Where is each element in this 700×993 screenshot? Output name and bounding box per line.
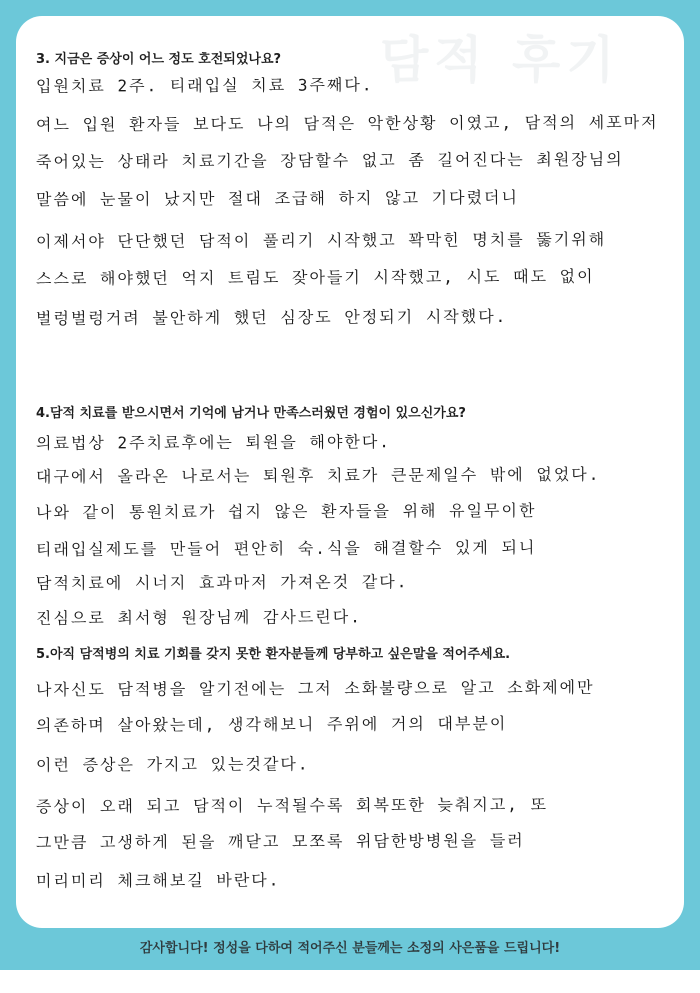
answer-4-line-4: 티래입실제도를 만들어 편안히 숙.식을 해결할수 있게 되니 — [35, 537, 537, 560]
answer-3-line-6: 스스로 해야했던 억지 트림도 잦아들기 시작했고, 시도 때도 없이 — [35, 266, 595, 289]
answer-3-line-7: 벌렁벌렁거려 불안하게 했던 심장도 안정되기 시작했다. — [35, 306, 508, 329]
answer-5-line-4: 증상이 오래 되고 담적이 누적될수록 회복또한 늦춰지고, 또 — [35, 794, 549, 817]
answer-4-line-3: 나와 같이 통원치료가 쉽지 않은 환자들을 위해 유일무이한 — [35, 500, 537, 523]
answer-3-line-2: 여느 입원 환자들 보다도 나의 담적은 악한상황 이였고, 담적의 세포마저 — [35, 112, 659, 135]
answer-5-line-3: 이런 증상은 가지고 있는것같다. — [35, 754, 310, 775]
answer-4-line-2: 대구에서 올라온 나로서는 퇴원후 치료가 큰문제일수 밖에 없었다. — [35, 464, 601, 487]
bottom-margin — [0, 970, 700, 993]
answer-4-line-5: 담적치료에 시너지 효과마저 가져온것 같다. — [35, 572, 409, 593]
question-3-title: 3. 지금은 증상이 어느 정도 호전되었나요? — [36, 52, 282, 67]
answer-3-line-3: 죽어있는 상태라 치료기간을 장담할수 없고 좀 길어진다는 최원장님의 — [35, 149, 624, 172]
answer-3-line-1: 입원치료 2주. 티래입실 치료 3주째다. — [35, 75, 374, 96]
answer-5-line-2: 의존하며 살아왔는데, 생각해보니 주위에 거의 대부분이 — [35, 713, 508, 736]
answer-4-line-1: 의료법상 2주치료후에는 퇴원을 해야한다. — [35, 432, 391, 453]
watermark: 담적 후기 — [380, 30, 621, 89]
answer-5-line-6: 미리미리 체크해보길 바란다. — [35, 870, 281, 891]
question-4-title: 4.담적 치료를 받으시면서 기억에 남거나 만족스러웠던 경험이 있으신가요? — [36, 406, 466, 421]
answer-3-line-5: 이제서야 단단했던 담적이 풀리기 시작했고 꽉막힌 명치를 뚫기위해 — [35, 229, 607, 252]
answer-5-line-5: 그만큼 고생하게 된을 깨닫고 모쪼록 위담한방병원을 들러 — [35, 830, 525, 853]
answer-4-line-6: 진심으로 최서형 원장님께 감사드린다. — [35, 607, 362, 628]
question-5-title: 5.아직 담적병의 치료 기회를 갖지 못한 환자분들께 당부하고 싶은말을 적어주세요. — [36, 647, 511, 662]
answer-5-line-1: 나자신도 담적병을 알기전에는 그저 소화불량으로 알고 소화제에만 — [35, 677, 595, 700]
footer-thanks: 감사합니다! 정성을 다하여 적어주신 분들께는 소정의 사은품을 드립니다! — [139, 941, 561, 956]
answer-3-line-4: 말씀에 눈물이 났지만 절대 조급해 하지 않고 기다렸더니 — [35, 187, 519, 210]
